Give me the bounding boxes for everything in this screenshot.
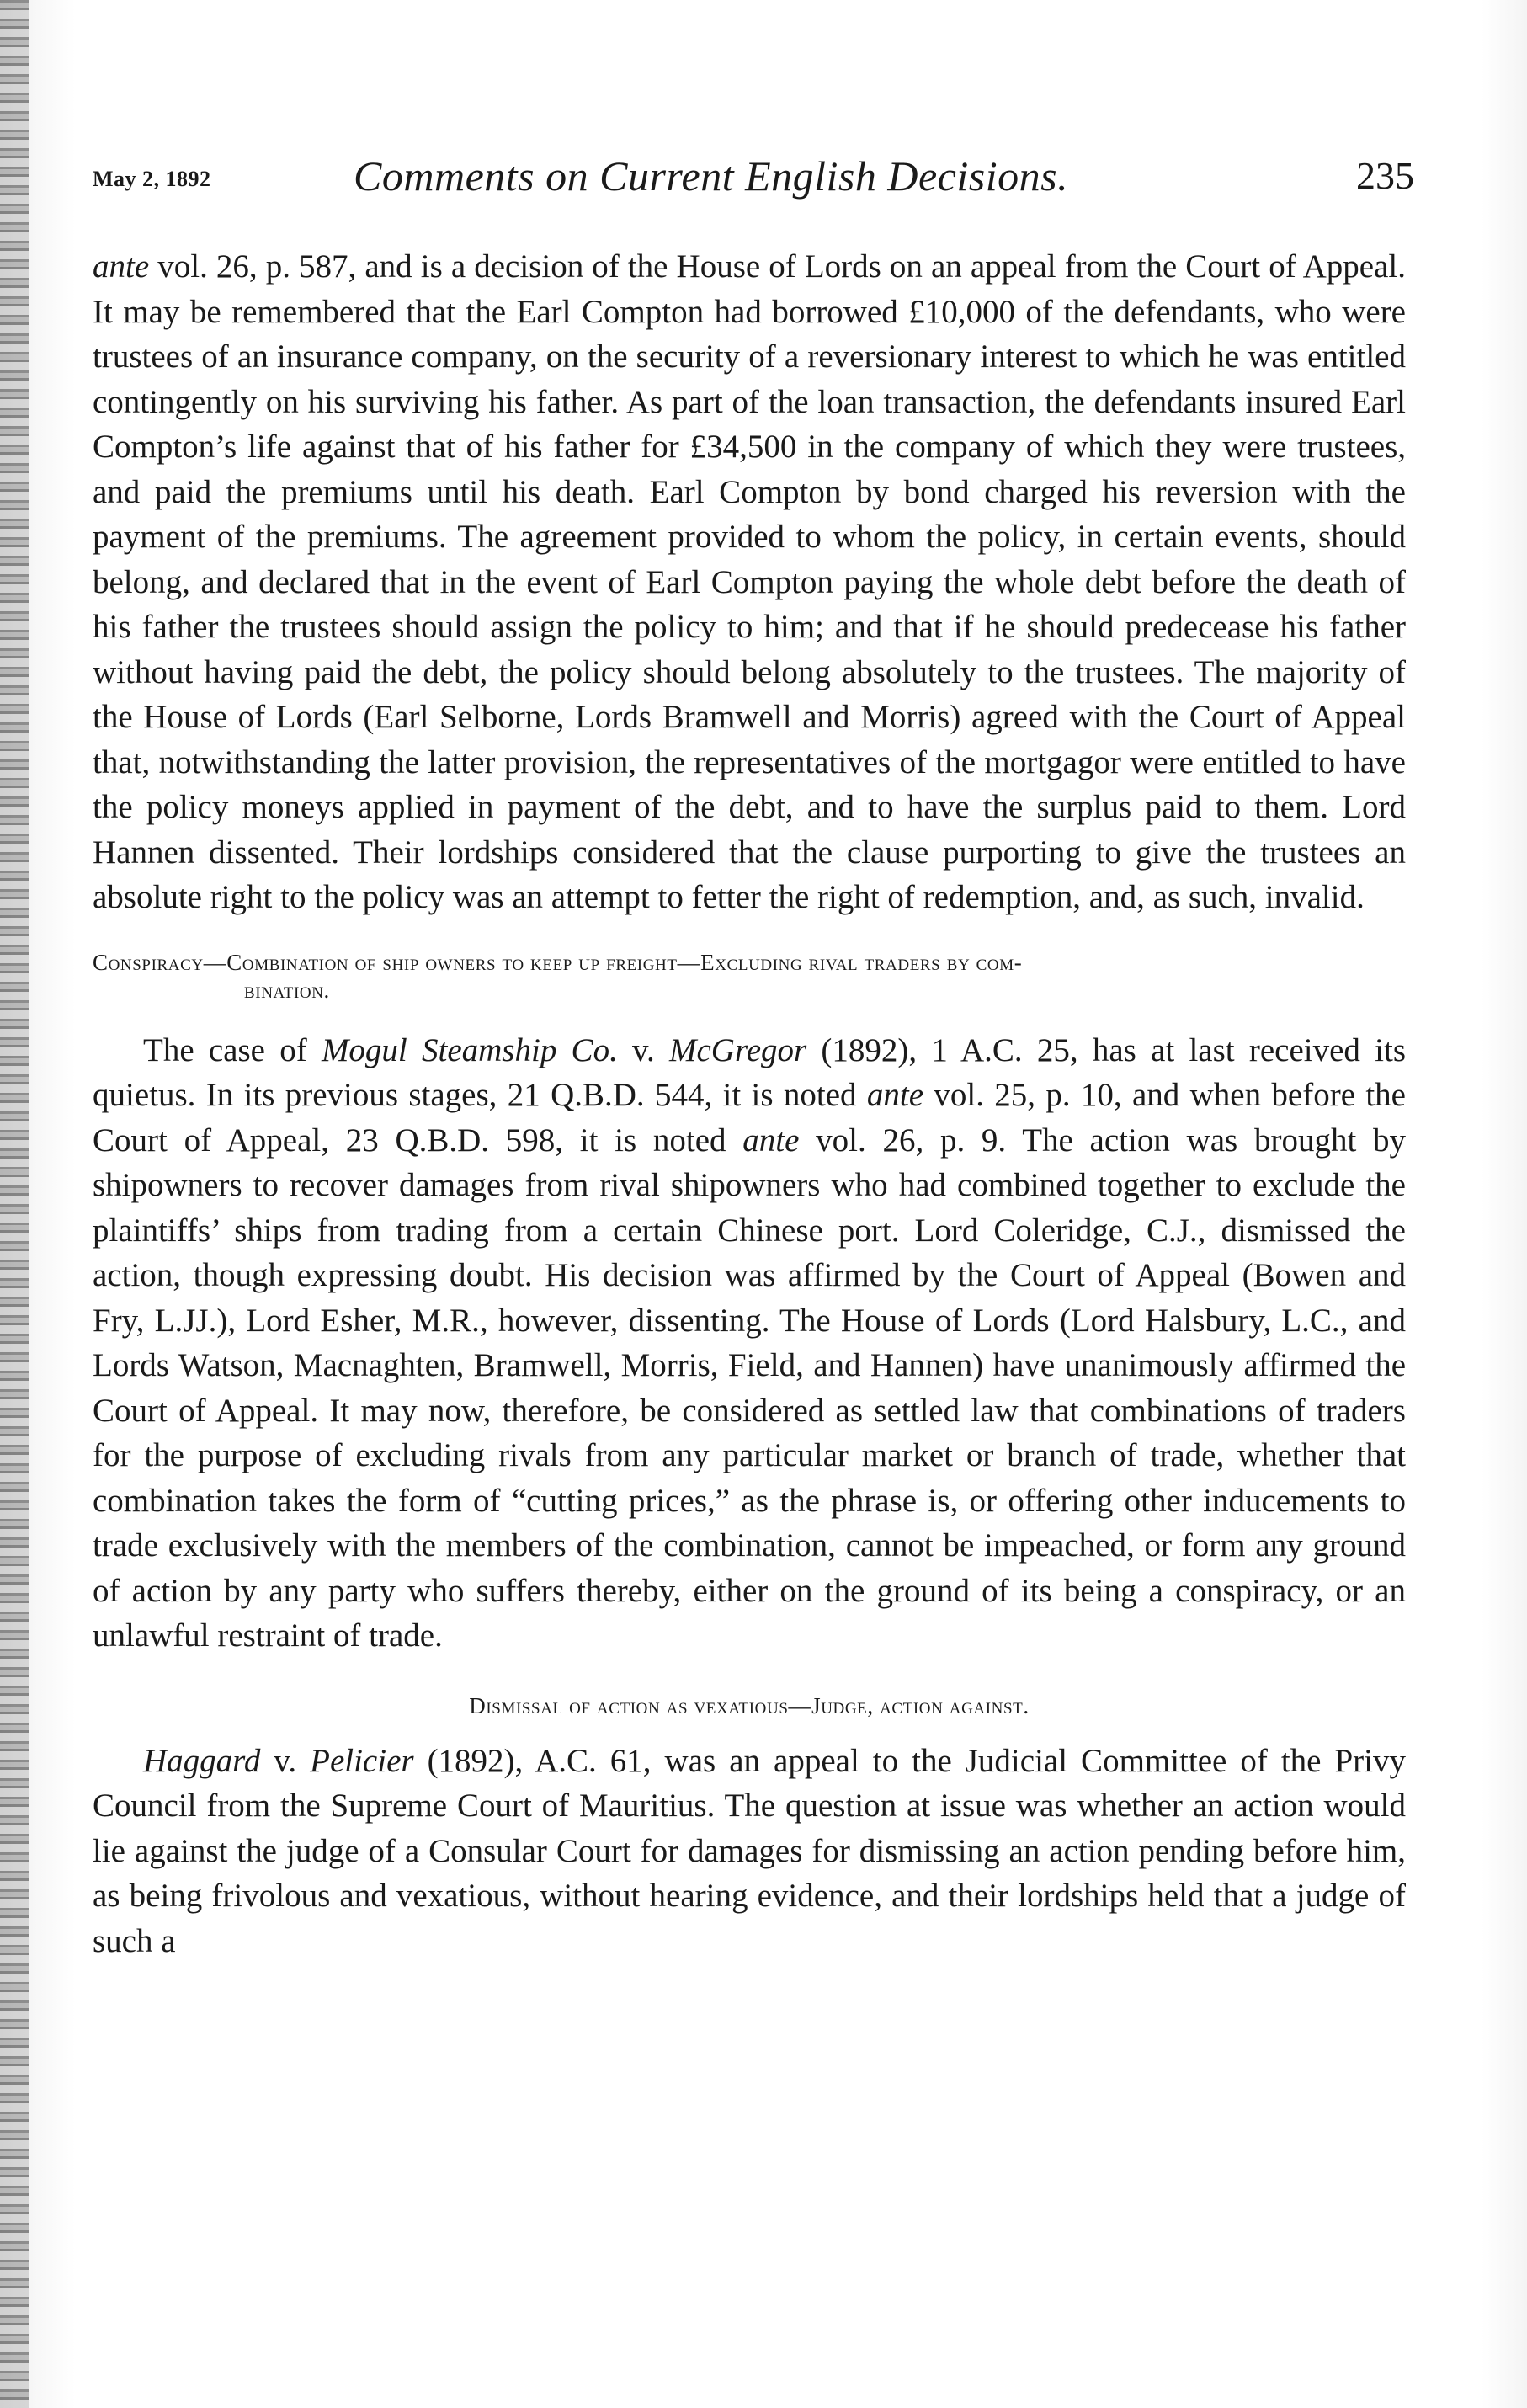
case-name: Mogul Steamship Co.	[321, 1031, 618, 1068]
case-versus: v.	[274, 1742, 297, 1779]
header-date: May 2, 1892	[93, 167, 211, 191]
running-header	[93, 152, 1414, 210]
case-party: Pelicier	[310, 1742, 414, 1779]
page-number: 235	[1356, 154, 1414, 197]
paragraph-text: (1892), A.C. 61, was an appeal to the Judicial Committee of the Privy Council from the Supreme Court of Mauritius. The question at issue was whether an action would lie against the judge of a Consular Court for damages for dismissing an action pending before him, as being frivolous and vexatious, without hearing evidence, and their lordships held that a judge of such a	[93, 1742, 1407, 1959]
scan-edge-shadow	[0, 0, 29, 2408]
section-heading-conspiracy	[93, 949, 1406, 1004]
case-versus: v.	[632, 1031, 655, 1068]
ante-ref: ante	[866, 1077, 924, 1113]
paragraph-compton: ante vol. 26, p. 587, and is a decision of the House of Lords on an appeal from the Court of Appeal. It may be remembered that the Earl Compton had borrowed £10,000 of the defendants, who were trustees of an insurance company, on the security of a reversionary interest to which he was entitled contingently on his surviving his father. As part of the loan transaction, the defendants insured Earl Compton’s life against that of his father for £34,500 in the company of which they were trustees, and paid the premiums until his death. Earl Compton by bond charged his reversion with the payment of the premiums. The agreement provided to whom the policy, in certain events, should belong, and declared that in the event of Earl Compton paying the whole debt before the death of his father the trustees should assign the policy to him; and that if he should predecease his father without having paid the debt, the policy should belong absolutely to the trustees. The majority of the House of Lords (Earl Selborne, Lords Bramwell and Morris) agreed with the Court of Appeal that, notwithstanding the latter provision, the representatives of the mortgagor were entitled to have the policy moneys applied in payment of the debt, and to have the surplus paid to them. Lord Hannen dissented. Their lordships considered that the clause purporting to give the trustees an absolute right to the policy was an attempt to fetter the right of redemption, and, as such, invalid.	[93, 248, 1406, 915]
paragraph-mogul	[93, 1028, 1406, 1659]
word-the: The case of	[143, 1031, 322, 1068]
heading-continuation: bination.	[244, 977, 330, 1003]
paragraph-text: vol. 26, p. 9. The action was brought by shipowners to recover damages from rival shipowners who had combined together to exclude the plaintiffs’ ships from trading from a certain Chinese port. Lord Coleridge, C.J., dismissed the action, though expressing doubt. His decision was affirmed by the Court of Appeal (Bowen and Fry, L.JJ.), Lord Esher, M.R., however, dissenting. The House of Lords (Lord Halsbury, L.C., and Lords Watson, Macnaghten, Bramwell, Morris, Field, and Hannen) have unanimously affirmed the Court of Appeal. It may now, therefore, be considered as settled law that combinations of traders for the purpose of excluding rivals from any particular market or branch of trade, whether that combination takes the form of “cutting prices,” as the phrase is, or offering other inducements to trade exclusively with the members of the combination, cannot be impeached, or form any ground of action by any party who suffers thereby, either on the ground of its being a conspiracy, or an unlawful restraint of trade.	[93, 1121, 1407, 1654]
section-heading-dismissal: Dismissal of action as vexatious—Judge, action against.	[469, 1692, 1030, 1718]
ante-ref: ante	[742, 1121, 800, 1159]
header-title: Comments on Current English Decisions.	[354, 152, 1069, 200]
ante-ref: ante	[93, 248, 150, 285]
case-party: McGregor	[669, 1031, 807, 1068]
page-body	[93, 244, 1406, 1963]
case-name: Haggard	[143, 1742, 261, 1779]
paragraph-text: (1892), 1 A.C. 25, has at last received its quietus. In its previous stages, 21 Q.B.D. 544, it is noted	[93, 1031, 1406, 1113]
paragraph-haggard	[93, 1739, 1406, 1964]
paragraph-text: vol. 25, p. 10, and when before the Court of Appeal, 23 Q.B.D. 598, it is noted	[93, 1077, 1406, 1159]
heading-line: Conspiracy—Combination of ship owners to keep up freight—Excluding rival traders by com-	[93, 949, 1023, 975]
